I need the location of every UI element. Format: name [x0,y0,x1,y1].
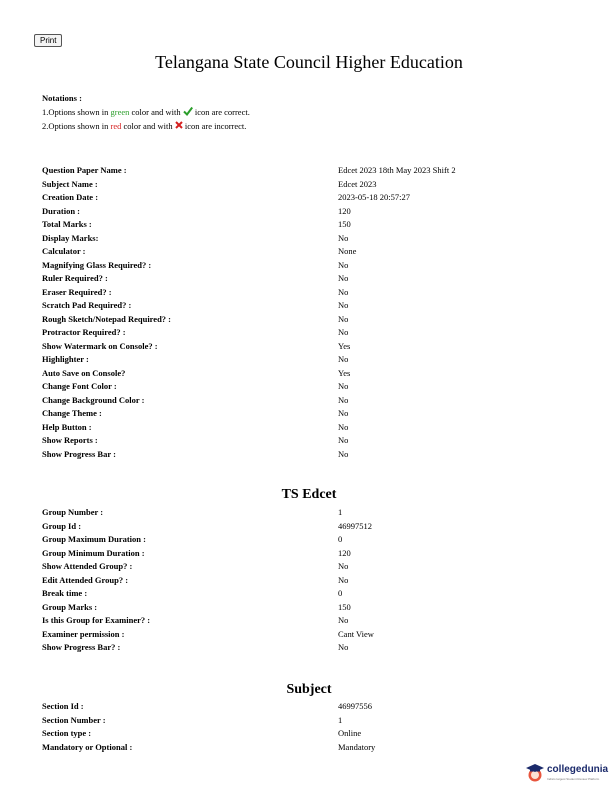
info-row [42,741,562,755]
info-value: No [338,435,349,445]
info-value: Edcet 2023 [338,178,377,189]
info-label: Question Paper Name : [42,165,127,175]
info-value: Yes [338,367,351,378]
info-row [42,421,562,435]
info-label: Display Marks: [42,232,99,243]
collegedunia-logo [525,761,612,787]
subject-title: Subject [286,682,332,697]
info-row [42,641,562,655]
info-label: Ruler Required? : [42,273,108,283]
info-label: Group Marks : [42,601,98,612]
info-row [42,547,562,561]
info-value: Cant View [338,628,374,639]
info-label: Group Maximum Duration : [42,534,146,544]
info-row [42,232,562,246]
info-value: 46997512 [338,520,372,531]
info-row [42,587,562,601]
notation-text: icon are incorrect. [182,121,247,131]
info-label: Calculator : [42,246,86,256]
info-label: Examiner permission : [42,628,125,639]
info-row [42,560,562,574]
info-row [42,380,562,394]
info-value: Mandatory [338,741,376,752]
info-value: 1 [338,507,343,517]
notation-text: color and with [129,107,183,117]
page-title: Telangana State Council Higher Education [155,52,463,72]
paper-info-table [42,164,562,461]
info-label: Show Attended Group? : [42,561,133,571]
notation-incorrect [42,119,250,133]
info-row [42,614,562,628]
info-value: No [338,327,349,337]
info-label: Break time : [42,588,88,598]
info-label: Rough Sketch/Notepad Required? : [42,313,172,324]
notations [42,91,250,133]
info-label: Subject Name : [42,178,98,189]
info-label: Section Number : [42,714,106,725]
info-row [42,714,562,728]
info-value: No [338,300,349,310]
info-label: Section Id : [42,701,84,711]
info-label: Show Reports : [42,435,98,445]
info-label: Scratch Pad Required? : [42,300,132,310]
info-value: No [338,286,349,297]
info-value: No [338,259,349,270]
check-icon [183,106,193,116]
info-row [42,407,562,421]
info-row [42,506,562,520]
notations-heading: Notations : [42,93,82,103]
info-value: 2023-05-18 20:57:27 [338,192,411,202]
info-value: 150 [338,219,351,229]
info-label: Creation Date : [42,192,99,202]
info-label: Eraser Required? : [42,286,112,297]
info-row [42,394,562,408]
info-row [42,218,562,232]
info-value: No [338,408,349,418]
info-label: Magnifying Glass Required? : [42,259,152,270]
cross-icon [175,121,183,129]
info-label: Group Minimum Duration : [42,547,145,558]
notation-text: color and with [121,121,175,131]
notation-text: 1.Options shown in [42,107,111,117]
info-value: 0 [338,534,343,544]
info-label: Help Button : [42,421,92,432]
info-label: Total Marks : [42,219,92,229]
info-row [42,178,562,192]
info-row [42,367,562,381]
info-value: 120 [338,547,351,558]
info-label: Is this Group for Examiner? : [42,615,151,625]
info-label: Change Background Color : [42,394,145,405]
info-value: No [338,448,349,459]
info-row [42,574,562,588]
info-row [42,272,562,286]
info-value: No [338,642,349,652]
info-value: No [338,354,349,364]
info-row [42,448,562,462]
info-label: Change Theme : [42,408,102,418]
subject-info-table [42,700,562,754]
notation-correct [42,105,250,119]
info-row [42,434,562,448]
info-row [42,601,562,615]
info-row [42,533,562,547]
logo-brand: collegedunia [547,764,609,775]
info-label: Change Font Color : [42,381,117,391]
info-row [42,628,562,642]
info-value: No [338,273,349,283]
info-label: Duration : [42,205,81,216]
info-value: 0 [338,588,343,598]
group-title: TS Edcet [281,487,337,502]
info-row [42,286,562,300]
graduate-icon [525,762,545,784]
red-word: red [110,121,122,131]
info-value: No [338,394,349,405]
info-value: No [338,381,349,391]
group-info-table [42,506,562,655]
info-value: Edcet 2023 18th May 2023 Shift 2 [338,165,456,175]
info-row [42,245,562,259]
info-value: 1 [338,714,343,725]
info-value: No [338,574,349,585]
info-value: 120 [338,205,351,216]
info-label: Edit Attended Group? : [42,574,129,585]
info-label: Show Progress Bar? : [42,642,121,652]
notation-text: icon are correct. [192,107,250,117]
info-row [42,191,562,205]
info-label: Show Progress Bar : [42,448,116,459]
info-row [42,259,562,273]
green-word: green [110,107,130,117]
info-value: 46997556 [338,701,372,711]
info-row [42,727,562,741]
print-button[interactable]: Print [34,34,62,47]
info-value: None [338,246,357,256]
info-value: No [338,313,349,324]
info-row [42,326,562,340]
info-label: Group Id : [42,520,82,531]
info-value: Online [338,728,362,738]
info-label: Highlighter : [42,354,89,364]
logo-tagline: India's largest Student Review Platform [547,777,600,781]
info-row [42,205,562,219]
info-value: No [338,615,349,625]
info-value: No [338,561,349,571]
info-label: Section type : [42,728,92,738]
info-row [42,313,562,327]
info-value: 150 [338,601,351,612]
info-row [42,164,562,178]
info-value: Yes [338,340,351,351]
info-row [42,340,562,354]
info-row [42,353,562,367]
info-label: Auto Save on Console? [42,367,126,378]
info-label: Show Watermark on Console? : [42,340,158,351]
info-label: Protractor Required? : [42,327,126,337]
info-label: Group Number : [42,507,104,517]
info-row [42,700,562,714]
notation-text: 2.Options shown in [42,121,111,131]
info-value: No [338,232,349,243]
info-value: No [338,421,349,432]
info-row [42,520,562,534]
info-row [42,299,562,313]
info-label: Mandatory or Optional : [42,741,133,752]
